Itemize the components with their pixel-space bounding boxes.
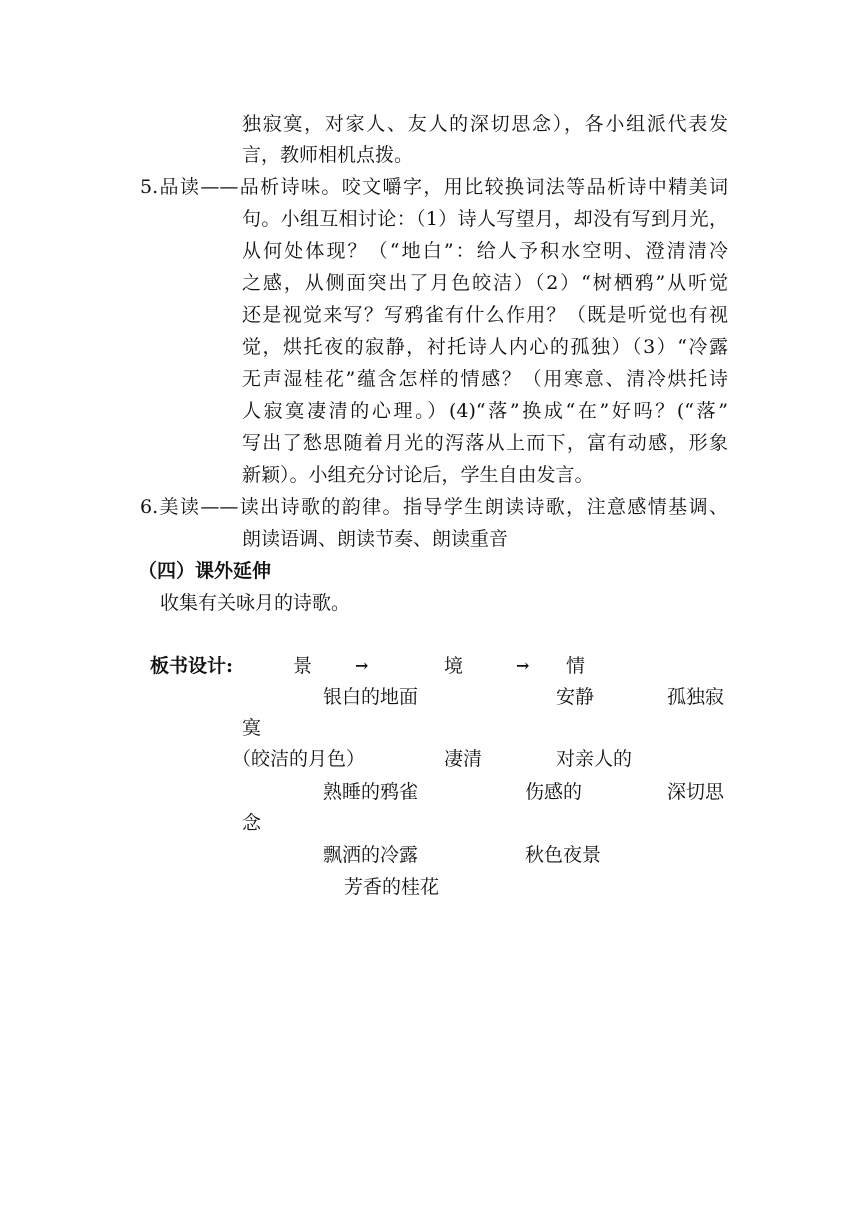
board-row3-emotion-b: 念 — [242, 812, 262, 834]
step6-lead-line: 6.美读——读出诗歌的韵律。指导学生朗读诗歌，注意感情基调、 — [140, 496, 728, 518]
step4-continuation-line-1: 独寂寞，对家人、友人的深切思念），各小组派代表发 — [242, 113, 728, 135]
board-row1-mood: 安静 — [556, 686, 595, 708]
step5-line-9: 新颖）。小组充分讨论后，学生自由发言。 — [242, 464, 594, 486]
step5-lead-line: 5.品读——品析诗味。咬文嚼字，用比较换词法等品析诗中精美词 — [140, 176, 728, 198]
board-row5-scene: 芳香的桂花 — [344, 876, 440, 898]
board-row3-mood: 伤感的 — [525, 781, 583, 803]
step6-line-1: 朗读语调、朗读节奏、朗读重音 — [242, 528, 509, 550]
board-row1-emotion-a: 孤独寂 — [667, 686, 725, 708]
step5-line-1: 句。小组互相讨论：（1）诗人写望月，却没有写到月光， — [242, 208, 728, 230]
step4-continuation-line-2: 言，教师相机点拨。 — [242, 144, 414, 166]
board-row3-emotion-a: 深切思 — [667, 781, 725, 803]
step5-line-4: 还是视觉来写？写鸦雀有什么作用？（既是听觉也有视 — [242, 304, 728, 326]
board-row4-scene: 飘洒的冷露 — [323, 844, 419, 866]
board-header-jing: 景 — [293, 655, 313, 677]
step5-line-6: 无声湿桂花”蕴含怎样的情感？（用寒意、清冷烘托诗 — [242, 368, 728, 390]
board-header-jingjie: 境 — [444, 655, 464, 677]
board-label: 板书设计: — [150, 655, 234, 677]
step5-line-5: 觉，烘托夜的寂静，衬托诗人内心的孤独）（3）“冷露 — [242, 336, 728, 358]
step5-line-2: 从何处体现？（“地白”：给人予积水空明、澄清清冷 — [242, 240, 728, 262]
board-row4-mood: 秋色夜景 — [525, 844, 602, 866]
board-row3-scene: 熟睡的鸦雀 — [323, 781, 419, 803]
step5-line-8: 写出了愁思随着月光的泻落从上而下，富有动感，形象 — [242, 432, 728, 454]
board-row1-scene: 银白的地面 — [323, 686, 419, 708]
section4-heading: （四）课外延伸 — [138, 560, 272, 582]
board-header-qing: 情 — [566, 655, 586, 677]
board-row2-mood: 凄清 — [444, 748, 483, 770]
section4-body: 收集有关咏月的诗歌。 — [160, 592, 351, 614]
board-row2-emotion: 对亲人的 — [556, 748, 633, 770]
step5-line-7: 人寂寞凄清的心理。）(4)“落”换成“在”好吗？(“落” — [242, 400, 728, 422]
board-arrow-1: → — [355, 656, 369, 675]
board-arrow-2: → — [516, 656, 530, 675]
board-row2-scene: （皎洁的月色） — [232, 748, 366, 770]
step5-line-3: 之感，从侧面突出了月色皎洁）（2）“树栖鸦”从听觉 — [242, 272, 728, 294]
board-row1-emotion-b: 寞 — [242, 717, 262, 739]
